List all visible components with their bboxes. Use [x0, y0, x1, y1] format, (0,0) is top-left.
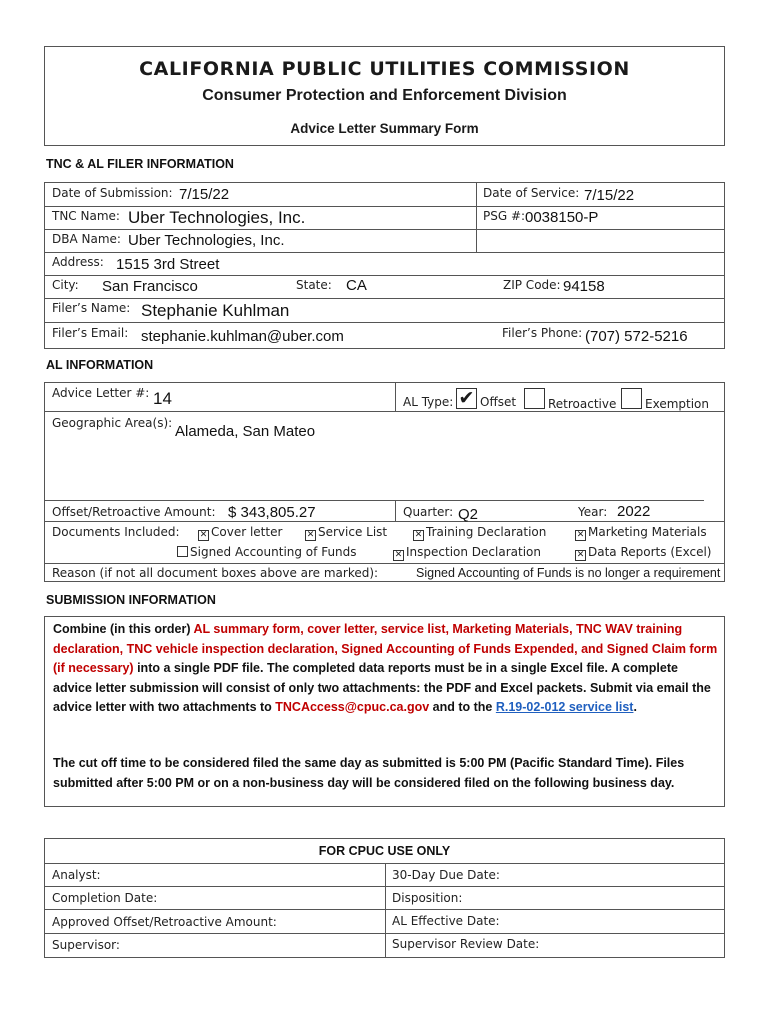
- instruction-text: .: [633, 700, 637, 714]
- filer-email-field[interactable]: stephanie.kuhlman@uber.com: [141, 328, 344, 345]
- al-row-line: [44, 563, 725, 564]
- email-link[interactable]: TNCAccess@cpuc.ca.gov: [275, 700, 430, 714]
- amount-field[interactable]: $ 343,805.27: [228, 504, 316, 521]
- year-field[interactable]: 2022: [617, 503, 651, 520]
- date-submission-label: Date of Submission:: [52, 186, 173, 200]
- filer-email-label: Filer’s Email:: [52, 326, 129, 340]
- city-label: City:: [52, 278, 79, 292]
- al-type-label: AL Type:: [403, 395, 454, 409]
- doc-training[interactable]: [413, 525, 546, 541]
- exemption-label: Exemption: [645, 397, 709, 411]
- checkbox-checked[interactable]: ✕: [306, 530, 315, 540]
- tnc-name-label: TNC Name:: [52, 209, 120, 223]
- required-documents-text: AL summary form, cover letter, service list, Marketing Materials, TNC WAV training declaration, TNC vehicle inspection declaration, Signed Accounting of Funds Expended, and Signed Claim form (if necessary): [53, 622, 718, 675]
- disposition-label: Disposition:: [392, 891, 463, 905]
- zip-field[interactable]: 94158: [563, 278, 605, 295]
- city-field[interactable]: San Francisco: [102, 278, 198, 295]
- filer-row-line: [44, 298, 725, 299]
- offset-checkbox[interactable]: ✔: [456, 388, 477, 409]
- tnc-name-field[interactable]: Uber Technologies, Inc.: [128, 208, 306, 227]
- address-field[interactable]: 1515 3rd Street: [116, 256, 220, 273]
- doc-service-list[interactable]: [305, 525, 387, 541]
- doc-marketing[interactable]: [575, 525, 707, 541]
- doc-signed-accounting[interactable]: [177, 545, 357, 559]
- doc-signed-accounting-label: Signed Accounting of Funds: [190, 545, 357, 559]
- geo-label: Geographic Area(s):: [52, 416, 173, 430]
- division-title: Consumer Protection and Enforcement Division: [202, 87, 567, 104]
- page-title: CALIFORNIA PUBLIC UTILITIES COMMISSION: [139, 58, 630, 80]
- al-row-line: [44, 521, 725, 522]
- psg-label: PSG #:: [483, 209, 526, 223]
- doc-cover-letter-label: Cover letter: [211, 525, 283, 539]
- instruction-text: into a single PDF file. The completed data reports must be in a single Excel file. A complete advice letter submission will consist of only two attachments: the PDF and Excel packets. Submit via email the advice letter with two attachments to: [53, 661, 711, 714]
- cpuc-col-line: [385, 863, 386, 958]
- al-row-line: [44, 411, 725, 412]
- amount-label: Offset/Retroactive Amount:: [52, 505, 216, 519]
- doc-data-reports[interactable]: [575, 545, 711, 561]
- retroactive-label: Retroactive: [548, 397, 617, 411]
- filer-section-title: TNC & AL FILER INFORMATION: [46, 157, 234, 171]
- advice-letter-label: Advice Letter #:: [52, 386, 150, 400]
- advice-letter-field[interactable]: 14: [153, 389, 172, 408]
- checkbox-checked[interactable]: ✕: [576, 550, 585, 560]
- effective-date-label: AL Effective Date:: [392, 914, 500, 928]
- supervisor-label: Supervisor:: [52, 938, 120, 952]
- due-date-label: 30-Day Due Date:: [392, 868, 500, 882]
- filer-name-label: Filer’s Name:: [52, 301, 131, 315]
- doc-marketing-label: Marketing Materials: [588, 525, 707, 539]
- exemption-checkbox[interactable]: [621, 388, 642, 409]
- doc-inspection[interactable]: [393, 545, 541, 561]
- state-field[interactable]: CA: [346, 277, 367, 294]
- submission-section-title: SUBMISSION INFORMATION: [46, 593, 216, 607]
- docs-label: Documents Included:: [52, 525, 180, 539]
- al-col-line: [395, 382, 396, 412]
- state-label: State:: [296, 278, 332, 292]
- doc-data-reports-label: Data Reports (Excel): [588, 545, 712, 559]
- service-list-link[interactable]: R.19-02-012 service list: [495, 700, 634, 714]
- retroactive-checkbox[interactable]: [524, 388, 545, 409]
- checkbox-unchecked[interactable]: [177, 546, 188, 557]
- al-section-title: AL INFORMATION: [46, 358, 154, 372]
- quarter-field[interactable]: Q2: [458, 506, 479, 523]
- year-label: Year:: [578, 505, 608, 519]
- doc-service-list-label: Service List: [318, 525, 388, 539]
- filer-row-line: [44, 229, 725, 230]
- checkbox-checked[interactable]: ✕: [394, 550, 403, 560]
- filer-row-line: [44, 206, 725, 207]
- cpuc-title: FOR CPUC USE ONLY: [318, 844, 451, 858]
- analyst-label: Analyst:: [52, 868, 101, 882]
- doc-cover-letter[interactable]: [198, 525, 282, 541]
- date-service-label: Date of Service:: [483, 186, 580, 200]
- filer-row-line: [44, 252, 725, 253]
- date-submission-field[interactable]: 7/15/22: [179, 186, 230, 203]
- al-row-line: [44, 500, 704, 501]
- filer-phone-label: Filer’s Phone:: [502, 326, 583, 340]
- approved-amount-label: Approved Offset/Retroactive Amount:: [52, 915, 277, 929]
- cutoff-notice: The cut off time to be considered filed the same day as submitted is 5:00 PM (Pacific Standard Time). Files submitted after 5:00 PM or on a non-business day will be considered filed on the following business day.: [53, 756, 685, 790]
- reason-field[interactable]: Signed Accounting of Funds is no longer a requirement: [416, 566, 721, 580]
- checkbox-checked[interactable]: ✕: [199, 530, 208, 540]
- filer-row-line: [44, 275, 725, 276]
- form-name: Advice Letter Summary Form: [290, 121, 479, 136]
- doc-training-label: Training Declaration: [426, 525, 547, 539]
- al-col-line: [395, 500, 396, 522]
- instruction-text: and to the: [429, 700, 496, 714]
- checkbox-checked[interactable]: ✕: [576, 530, 585, 540]
- submission-instructions: [53, 620, 719, 718]
- zip-label: ZIP Code:: [503, 278, 561, 292]
- instruction-text: Combine (in this order): [53, 622, 194, 636]
- filer-row-line: [44, 322, 725, 323]
- supervisor-review-label: Supervisor Review Date:: [392, 937, 540, 951]
- filer-name-field[interactable]: Stephanie Kuhlman: [141, 301, 290, 320]
- dba-field[interactable]: Uber Technologies, Inc.: [128, 232, 285, 249]
- offset-label: Offset: [480, 395, 517, 409]
- psg-field[interactable]: 0038150-P: [525, 209, 599, 226]
- checkbox-checked[interactable]: ✕: [414, 530, 423, 540]
- quarter-label: Quarter:: [403, 505, 454, 519]
- address-label: Address:: [52, 255, 104, 269]
- doc-inspection-label: Inspection Declaration: [406, 545, 541, 559]
- date-service-field[interactable]: 7/15/22: [584, 187, 635, 204]
- dba-label: DBA Name:: [52, 232, 121, 246]
- filer-col-line: [476, 182, 477, 253]
- completion-date-label: Completion Date:: [52, 891, 158, 905]
- geo-field[interactable]: Alameda, San Mateo: [175, 423, 316, 440]
- filer-phone-field[interactable]: (707) 572-5216: [585, 328, 688, 345]
- reason-label: Reason (if not all document boxes above are marked):: [52, 566, 379, 580]
